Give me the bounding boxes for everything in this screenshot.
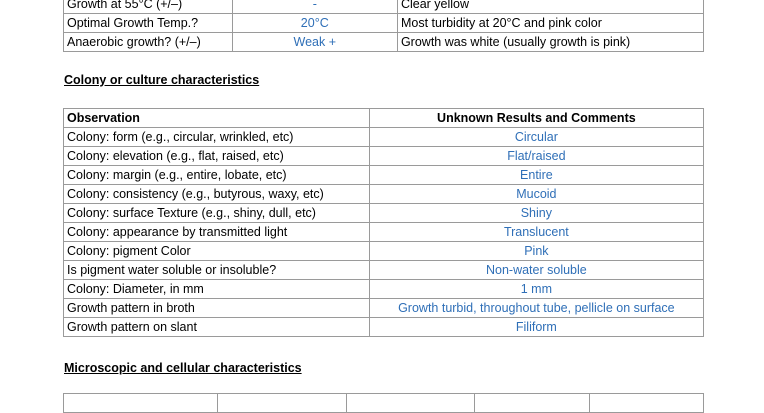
growth-conditions-body — [64, 0, 704, 52]
observation-cell: Colony: pigment Color — [64, 242, 370, 261]
test-label: Optimal Growth Temp.? — [64, 14, 233, 33]
table-row — [64, 261, 704, 280]
test-result: 20°C — [232, 14, 397, 33]
result-cell: Non-water soluble — [369, 261, 703, 280]
micro-cell — [475, 394, 590, 413]
micro-cell — [218, 394, 347, 413]
table-row — [64, 185, 704, 204]
observation-cell: Colony: Diameter, in mm — [64, 280, 370, 299]
table-row — [64, 242, 704, 261]
microscopic-characteristics-table — [63, 393, 704, 413]
table-row — [64, 299, 704, 318]
observation-header: Observation — [64, 109, 370, 128]
test-comment: Clear yellow — [397, 0, 703, 14]
table-row — [64, 14, 704, 33]
observation-cell: Colony: appearance by transmitted light — [64, 223, 370, 242]
colony-section-title: Colony or culture characteristics — [64, 73, 260, 87]
observation-cell: Colony: margin (e.g., entire, lobate, etc) — [64, 166, 370, 185]
table-row — [64, 318, 704, 337]
table-row — [64, 280, 704, 299]
table-row — [64, 128, 704, 147]
observation-cell: Growth pattern in broth — [64, 299, 370, 318]
observation-cell: Colony: form (e.g., circular, wrinkled, etc) — [64, 128, 370, 147]
result-cell: Entire — [369, 166, 703, 185]
result-cell: Filiform — [369, 318, 703, 337]
micro-section-title: Microscopic and cellular characteristics — [64, 361, 302, 375]
growth-conditions-table — [63, 0, 704, 52]
observation-cell: Is pigment water soluble or insoluble? — [64, 261, 370, 280]
micro-table-row — [64, 394, 704, 413]
test-label: Anaerobic growth? (+/–) — [64, 33, 233, 52]
table-row — [64, 166, 704, 185]
table-row — [64, 204, 704, 223]
colony-characteristics-table — [63, 108, 704, 337]
micro-cell — [346, 394, 475, 413]
observation-cell: Colony: surface Texture (e.g., shiny, dull, etc) — [64, 204, 370, 223]
result-cell: Flat/raised — [369, 147, 703, 166]
result-cell: 1 mm — [369, 280, 703, 299]
result-cell: Growth turbid, throughout tube, pellicle on surface — [369, 299, 703, 318]
table-row — [64, 147, 704, 166]
results-header: Unknown Results and Comments — [369, 109, 703, 128]
test-comment: Growth was white (usually growth is pink) — [397, 33, 703, 52]
test-comment: Most turbidity at 20°C and pink color — [397, 14, 703, 33]
result-cell: Mucoid — [369, 185, 703, 204]
table-row — [64, 223, 704, 242]
observation-cell: Colony: consistency (e.g., butyrous, waxy, etc) — [64, 185, 370, 204]
result-cell: Shiny — [369, 204, 703, 223]
micro-cell — [64, 394, 218, 413]
colony-table-body — [64, 128, 704, 337]
table-row — [64, 0, 704, 14]
result-cell: Circular — [369, 128, 703, 147]
test-result: Weak + — [232, 33, 397, 52]
result-cell: Translucent — [369, 223, 703, 242]
colony-table-header-row — [64, 109, 704, 128]
observation-cell: Colony: elevation (e.g., flat, raised, etc) — [64, 147, 370, 166]
result-cell: Pink — [369, 242, 703, 261]
test-label: Growth at 55°C (+/–) — [64, 0, 233, 14]
test-result: - — [232, 0, 397, 14]
observation-cell: Growth pattern on slant — [64, 318, 370, 337]
table-row — [64, 33, 704, 52]
micro-cell — [590, 394, 704, 413]
